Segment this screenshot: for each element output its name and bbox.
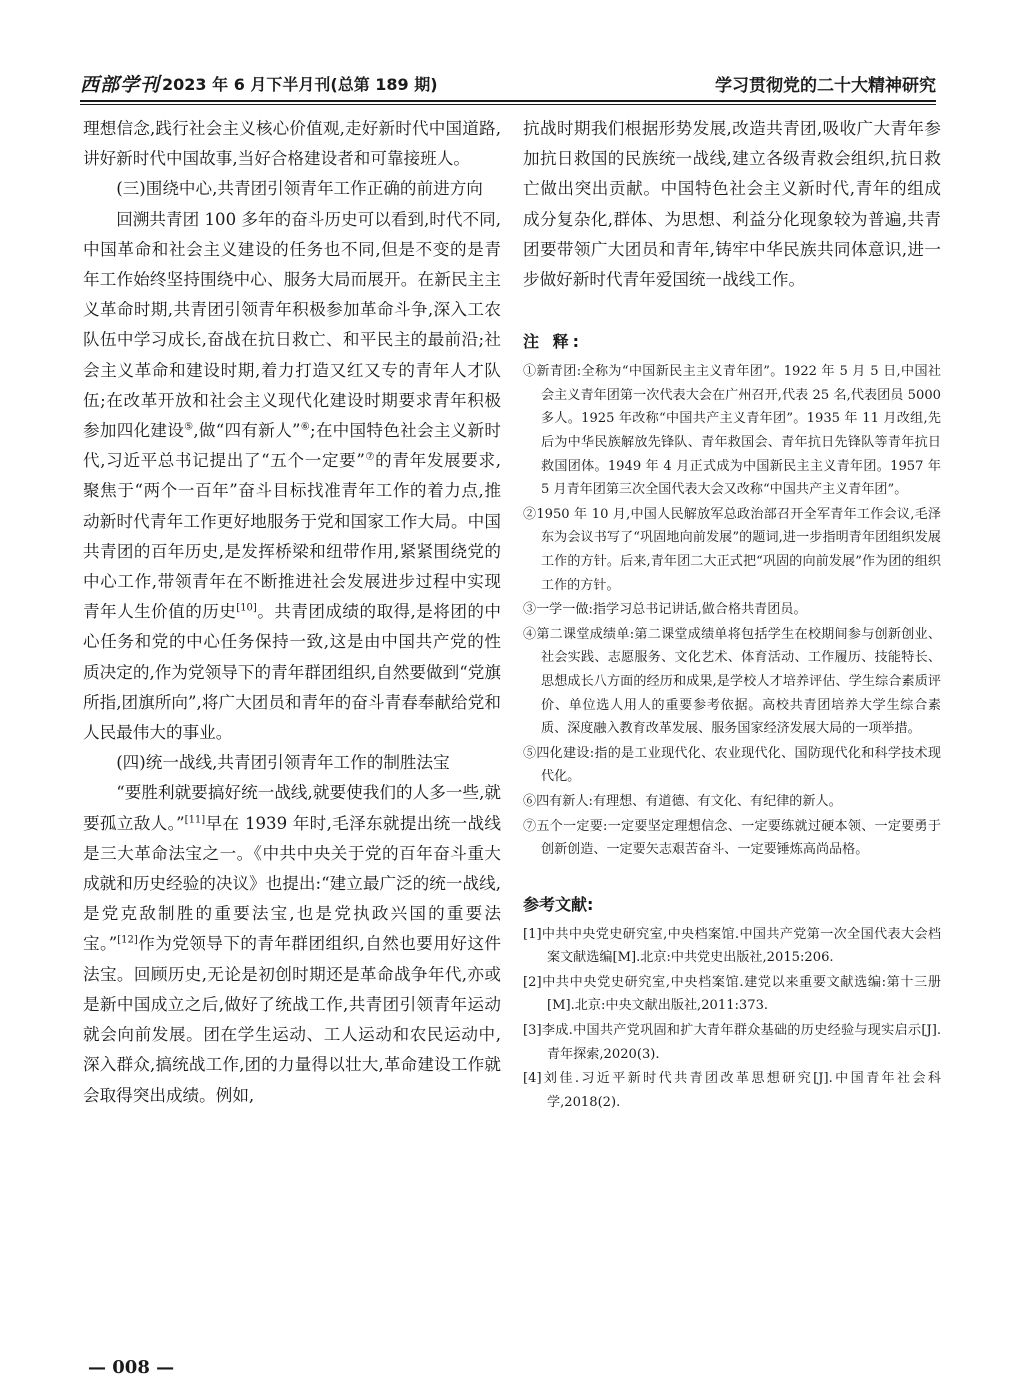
- note-item: ②1950 年 10 月,中国人民解放军总政治部召开全军青年工作会议,毛泽东为会议书写了“巩固地向前发展”的题词,进一步指明青年团组织发展工作的方针。后来,青年团二大正式把“巩固的向前发展”作为团的组织工作的方针。: [523, 506, 941, 593]
- text-run: 早在 1939 年时,毛泽东就提出统一战线是三大革命法宝之一。《中共中央关于党的百年奋斗重大成就和历史经验的决议》也提出:“建立最广泛的统一战线,是党克敌制胜的重要法宝,也是党执政兴国的重要法宝。”: [83, 813, 501, 954]
- header-rule-thin: [80, 104, 936, 105]
- body-paragraph: 抗战时期我们根据形势发展,改造共青团,吸收广大青年参加抗日救国的民族统一战线,建立各级青救会组织,抗日救亡做出突出贡献。中国特色社会主义新时代,青年的组成成分复杂化,群体、为思想、利益分化现象较为普遍,共青团要带领广大团员和青年,铸牢中华民族共同体意识,进一步做好新时代青年爱国统一战线工作。: [523, 119, 941, 290]
- body-paragraph: [83, 205, 501, 749]
- page-header: [80, 68, 936, 98]
- text-run: 。共青团成绩的取得,是将团的中心任务和党的中心任务保持一致,这是由中国共产党的性质决定的,作为党领导下的青年群团组织,自然要做到“党旗所指,团旗所向”,将广大团员和青年的奋斗青春奉献给党和人民最伟大的事业。: [83, 602, 501, 743]
- citation-marker: ⑤: [184, 421, 194, 433]
- text-run: 回溯共青团 100 多年的奋斗历史可以看到,时代不同,中国革命和社会主义建设的任务也不同,但是不变的是青年工作始终坚持围绕中心、服务大局而展开。在新民主主义革命时期,共青团引领青年积极参加革命斗争,深入工农队伍中学习成长,奋战在抗日救亡、和平民主的最前沿;社会主义革命和建设时期,着力打造又红又专的青年人才队伍;在改革开放和社会主义现代化建设时期要求青年积极参加四化建设: [83, 209, 501, 441]
- right-column: [523, 114, 941, 1115]
- header-rule-thick: [80, 100, 936, 102]
- note-item: ⑦五个一定要:一定要坚定理想信念、一定要练就过硬本领、一定要勇于创新创造、一定要矢志艰苦奋斗、一定要锤炼高尚品格。: [523, 818, 941, 858]
- text-run: ,做“四有新人”: [193, 421, 301, 441]
- text-run: 作为党领导下的青年群团组织,自然也要用好这件法宝。回顾历史,无论是初创时期还是革命战争年代,亦或是新中国成立之后,做好了统战工作,共青团引领青年运动就会向前发展。团在学生运动、工人运动和农民运动中,深入群众,搞统战工作,团的力量得以壮大,革命建设工作就会取得突出成绩。例如,: [83, 934, 501, 1105]
- journal-name: 西部学刊: [80, 73, 161, 96]
- section-heading: (三)围绕中心,共青团引领青年工作正确的前进方向: [116, 179, 483, 199]
- section-heading: (四)统一战线,共青团引领青年工作的制胜法宝: [116, 753, 450, 773]
- reference-item: [2]中共中央党史研究室,中央档案馆.建党以来重要文献选编:第十三册[M].北京:中央文献出版社,2011:373.: [523, 974, 941, 1014]
- note-item: ③一学一做:指学习总书记讲话,做合格共青团员。: [523, 602, 807, 618]
- reference-item: [4]刘佳.习近平新时代共青团改革思想研究[J].中国青年社会科学,2018(2).: [523, 1071, 941, 1110]
- header-left: [80, 70, 438, 97]
- note-item: ⑤四化建设:指的是工业现代化、农业现代化、国防现代化和科学技术现代化。: [523, 745, 941, 785]
- note-item: ④第二课堂成绩单:第二课堂成绩单将包括学生在校期间参与创新创业、社会实践、志愿服务、文化艺术、体育活动、工作履历、技能特长、思想成长八方面的经历和成果,是学校人才培养评估、学生综合素质评价、单位选人用人的重要参考依据。高校共青团培养大学生综合素质、深度融入教育改革发展、服务国家经济发展大局的一项举措。: [523, 626, 941, 737]
- text-run: ;在中国特色社会主义新时代,习近平总书记提出了“五个一定要”: [83, 421, 502, 471]
- left-column: [83, 114, 501, 1111]
- note-item: ⑥四有新人:有理想、有道德、有文化、有纪律的新人。: [523, 793, 842, 809]
- issue-info: 2023 年 6 月下半月刊(总第 189 期): [162, 74, 438, 94]
- body-paragraph: [83, 778, 501, 1110]
- reference-item: [3]李成.中国共产党巩固和扩大青年群众基础的历史经验与现实启示[J].青年探索,2020(3).: [523, 1023, 941, 1062]
- note-item: ①新青团:全称为“中国新民主主义青年团”。1922 年 5 月 5 日,中国社会主义青年团第一次代表大会在广州召开,代表 25 名,代表团员 5000 多人。1925 年改称“中国共产主义青年团”。1935 年 11 月改组,先后为中华民族解放先锋队、青年救国会、青年抗日先锋队等青年抗日救国团体。1949 年 4 月正式成为中国新民主主义青年团。1957 年 5 月青年团第三次全国代表大会又改称“中国共产主义青年团”。: [523, 364, 941, 498]
- references-list: [523, 923, 941, 1115]
- text-run: 的青年发展要求,聚焦于“两个一百年”奋斗目标找准青年工作的着力点,推动新时代青年工作更好地服务于党和国家工作大局。中国共青团的百年历史,是发挥桥梁和纽带作用,紧紧围绕党的中心工作,带领青年在不断推进社会发展进步过程中实现青年人生价值的历史: [83, 451, 501, 622]
- reference-item: [1]中共中央党史研究室,中央档案馆.中国共产党第一次全国代表大会档案文献选编[M].北京:中共党史出版社,2015:206.: [523, 926, 941, 966]
- text-run: “要胜利就要搞好统一战线,就要使我们的人多一些,就要孤立敌人。”: [83, 783, 501, 833]
- citation-marker: ⑦: [364, 451, 376, 463]
- citation-marker: [12]: [117, 934, 138, 946]
- citation-marker: ⑥: [300, 421, 310, 433]
- citation-marker: [10]: [236, 602, 257, 614]
- body-paragraph: 理想信念,践行社会主义核心价值观,走好新时代中国道路,讲好新时代中国故事,当好合格建设者和可靠接班人。: [83, 119, 501, 169]
- section-title: 学习贯彻党的二十大精神研究: [715, 75, 936, 96]
- references-title: 参考文献:: [523, 894, 594, 914]
- citation-marker: [11]: [184, 814, 206, 826]
- page-number: — 008 —: [88, 1357, 175, 1378]
- notes-title: 注 释:: [523, 332, 583, 352]
- notes-list: [523, 360, 941, 861]
